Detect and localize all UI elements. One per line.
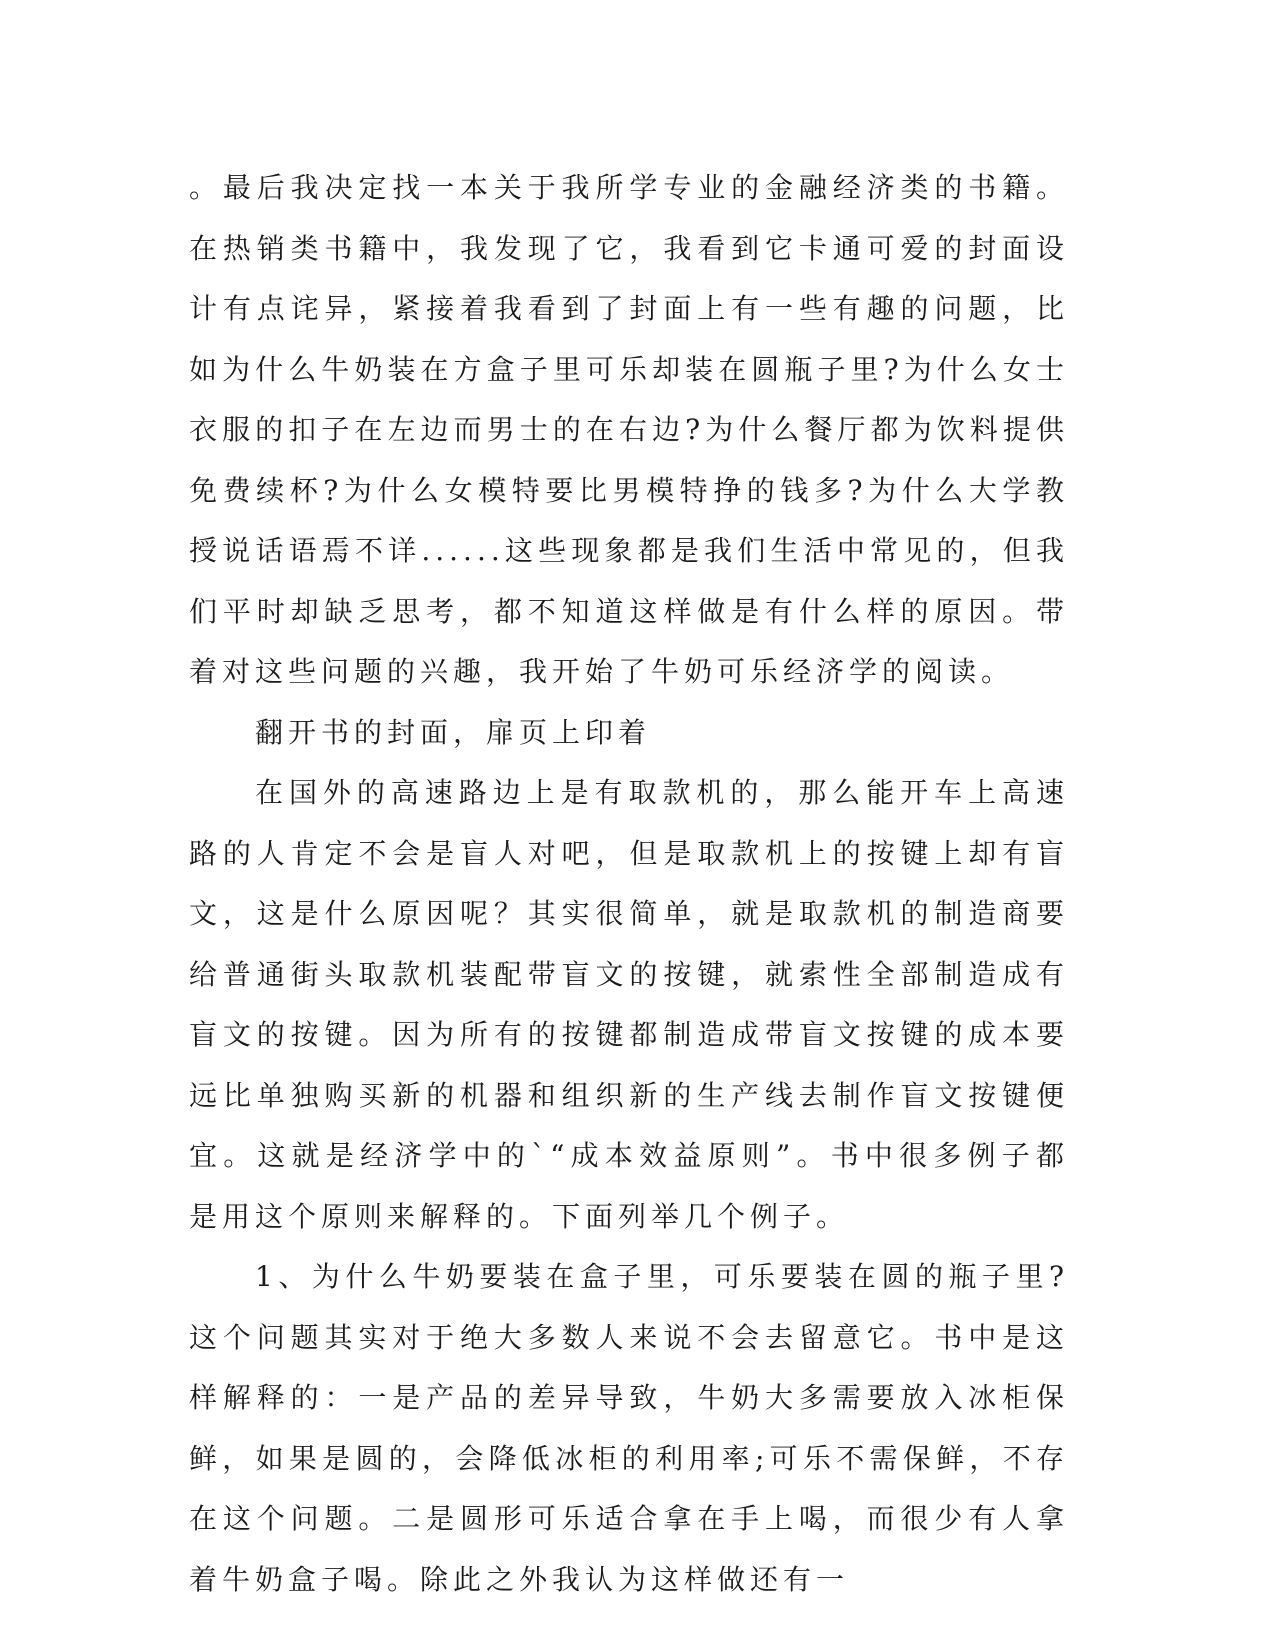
paragraph-4: 1、为什么牛奶要装在盒子里，可乐要装在圆的瓶子里?这个问题其实对于绝大多数人来说不会去留意它。书中是这样解释的：一是产品的差异导致，牛奶大多需要放入冰柜保鲜，如果是圆的，会降低冰柜的利用率;可乐不需保鲜，不存在这个问题。二是圆形可乐适合拿在手上喝，而很少有人拿着牛奶盒子喝。除此之外我认为这样做还有一 <box>189 1260 1069 1596</box>
paragraph-1: 。最后我决定找一本关于我所学专业的金融经济类的书籍。在热销类书籍中，我发现了它，我看到它卡通可爱的封面设计有点诧异，紧接着我看到了封面上有一些有趣的问题，比如为什么牛奶装在方盒子里可乐却装在圆瓶子里?为什么女士衣服的扣子在左边而男士的在右边?为什么餐厅都为饮料提供免费续杯?为什么女模特要比男模特挣的钱多?为什么大学教授说话语焉不详......这些现象都是我们生活中常见的，但我们平时却缺乏思考，都不知道这样做是有什么样的原因。带着对这些问题的兴趣，我开始了牛奶可乐经济学的阅读。 <box>189 171 1069 688</box>
paragraph-3: 在国外的高速路边上是有取款机的，那么能开车上高速路的人肯定不会是盲人对吧，但是取款机上的按键上却有盲文，这是什么原因呢？其实很简单，就是取款机的制造商要给普通街头取款机装配带盲文的按键，就索性全部制造成有盲文的按键。因为所有的按键都制造成带盲文按键的成本要远比单独购买新的机器和组织新的生产线去制作盲文按键便宜。这就是经济学中的`“成本效益原则”。书中很多例子都是用这个原则来解释的。下面列举几个例子。 <box>189 776 1069 1233</box>
document-body <box>189 158 1069 1610</box>
paragraph-2: 翻开书的封面，扉页上印着 <box>255 715 652 749</box>
